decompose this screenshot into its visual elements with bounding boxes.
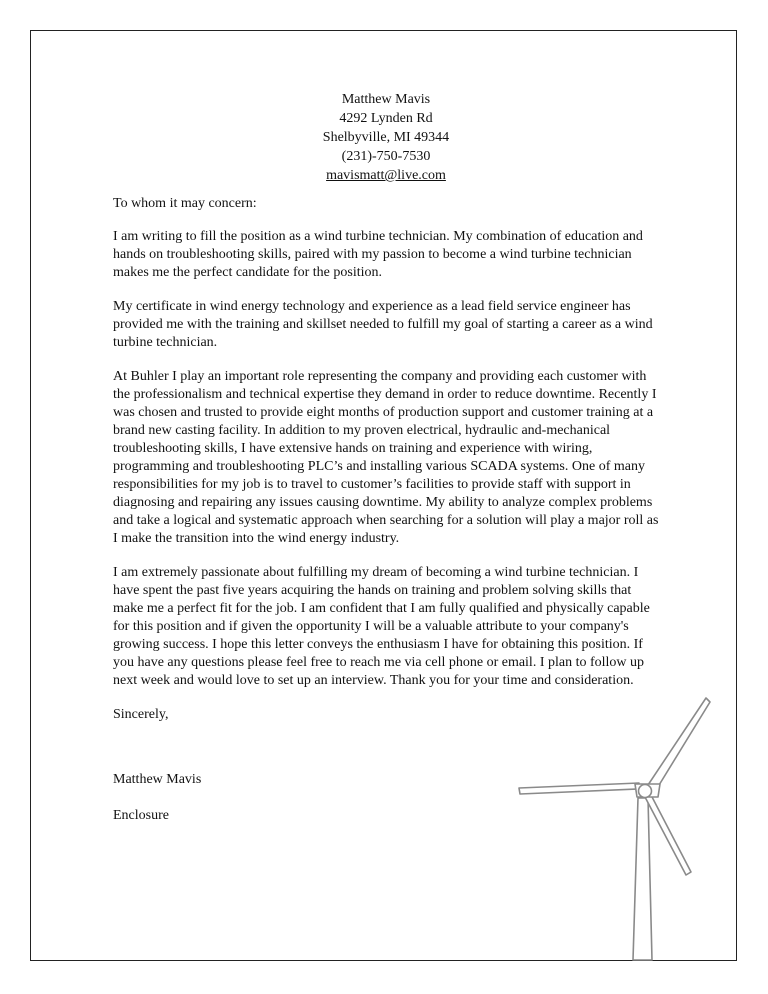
- sender-email-link[interactable]: mavismatt@live.com: [326, 168, 446, 183]
- turbine-hub: [639, 785, 652, 798]
- sender-street: 4292 Lynden Rd: [339, 111, 433, 126]
- wind-turbine-icon: [508, 694, 718, 962]
- salutation: To whom it may concern:: [113, 196, 257, 211]
- paragraph-experience: At Buhler I play an important role representing the company and providing each customer with the professionalism and technical expertise they demand in order to reduce downtime. Recently I was chosen and trusted to provide eight months of production support and customer training at a brand new casting facility. In addition to my proven electrical, hydraulic and-mechanical troubleshooting skills, I have extensive hands on training and experience with wiring, programming and troubleshooting PLC’s and installing various SCADA systems. One of many responsibilities for my job is to travel to customer’s facilities to provide staff with support in diagnosing and repairing any issues causing downtime. My ability to analyze complex problems and take a logical and systematic approach when searching for a solution will play a major roll as I make the transition into the wind energy industry.: [113, 369, 659, 546]
- sender-name: Matthew Mavis: [341, 92, 431, 107]
- closing: Sincerely,: [113, 707, 169, 722]
- letterhead: [286, 90, 486, 185]
- enclosure-note: Enclosure: [113, 808, 169, 823]
- sender-phone: (231)-750-7530: [341, 149, 431, 164]
- turbine-blade-lower: [645, 795, 691, 875]
- sender-city: Shelbyville, MI 49344: [322, 130, 450, 145]
- paragraph-passion: I am extremely passionate about fulfilling my dream of becoming a wind turbine technician. I have spent the past five years acquiring the hands on training and problem solving skills that make me a perfect fit for the job. I am confident that I am fully qualified and physically capable for this position and if given the opportunity I will be a valuable attribute to your company's growing success. I hope this letter conveys the enthusiasm I have for obtaining this position. If you have any questions please feel free to reach me via cell phone or email. I plan to follow up next week and would love to set up an interview. Thank you for your time and consideration.: [113, 565, 650, 688]
- paragraph-intro: I am writing to fill the position as a wind turbine technician. My combination of education and hands on troubleshooting skills, paired with my passion to become a wind turbine technician makes me the perfect candidate for the position.: [113, 229, 643, 280]
- paragraph-certificate: My certificate in wind energy technology and experience as a lead field service engineer has provided me with the training and skillset needed to fulfill my goal of starting a career as a wind turbine technician.: [113, 299, 653, 350]
- turbine-tower: [633, 798, 652, 960]
- turbine-blade-left: [519, 783, 639, 794]
- turbine-blade-upper: [648, 698, 710, 790]
- signature-name: Matthew Mavis: [113, 772, 202, 787]
